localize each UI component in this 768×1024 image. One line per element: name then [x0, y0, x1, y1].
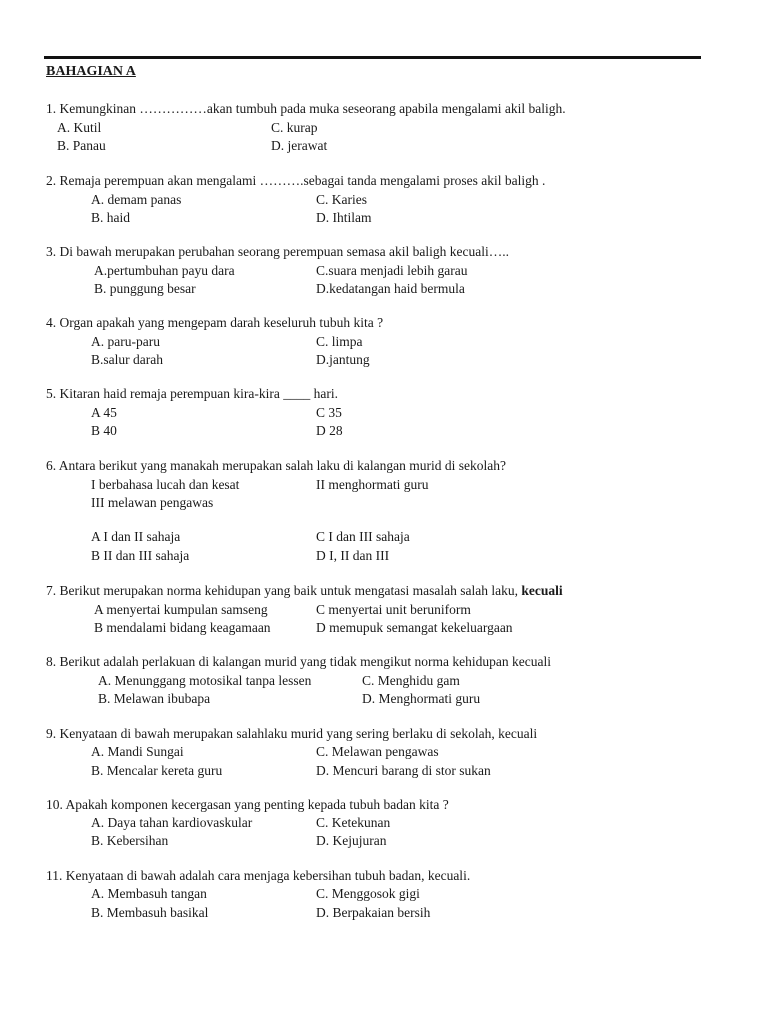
option-b: B. haid	[91, 210, 130, 225]
option-b: B. Membasuh basikal	[91, 905, 209, 920]
stem-text: 7. Berikut merupakan norma kehidupan yang baik untuk mengatasi masalah salah laku,	[46, 583, 522, 598]
option-b: B. punggung besar	[94, 281, 196, 296]
option-a: A. Membasuh tangan	[91, 886, 207, 901]
stem-keyword: kecuali	[521, 583, 563, 598]
option-a: A. Kutil	[57, 120, 102, 135]
question-stem: 9. Kenyataan di bawah merupakan salahlaku murid yang sering berlaku di sekolah, kecuali	[46, 726, 538, 741]
option-b: B.salur darah	[91, 352, 163, 367]
option-c: C. Ketekunan	[316, 815, 391, 830]
question-stem: 1. Kemungkinan ……………akan tumbuh pada muka seseorang apabila mengalami akil baligh.	[46, 101, 566, 116]
top-rule	[44, 56, 701, 59]
question-stem: 11. Kenyataan di bawah adalah cara menjaga kebersihan tubuh badan, kecuali.	[46, 868, 471, 883]
option-a: A. Daya tahan kardiovaskular	[91, 815, 253, 830]
option-c: C. Karies	[316, 192, 367, 207]
question-stem: 8. Berikut adalah perlakuan di kalangan murid yang tidak mengikut norma kehidupan kecuali	[46, 654, 551, 669]
option-d: D 28	[316, 423, 343, 438]
option-d: D. Mencuri barang di stor sukan	[316, 763, 491, 778]
option-d: D. Menghormati guru	[362, 691, 481, 706]
question-stem: 2. Remaja perempuan akan mengalami ……….sebagai tanda mengalami proses akil baligh .	[46, 173, 546, 188]
statement-i: I berbahasa lucah dan kesat	[91, 477, 240, 492]
option-d: D memupuk semangat kekeluargaan	[316, 620, 513, 635]
option-c: C menyertai unit beruniform	[316, 602, 471, 617]
statement-iii: III melawan pengawas	[91, 495, 214, 510]
question-stem	[46, 582, 563, 600]
option-a: A. demam panas	[91, 192, 182, 207]
question-stem	[46, 385, 338, 403]
option-a: A 45	[91, 405, 117, 420]
option-a: A menyertai kumpulan samseng	[94, 602, 268, 617]
option-b: B. Mencalar kereta guru	[91, 763, 223, 778]
option-c: C. Melawan pengawas	[316, 744, 439, 759]
option-d: D I, II dan III	[316, 548, 390, 563]
option-d: D. Kejujuran	[316, 833, 387, 848]
option-b: B. Melawan ibubapa	[98, 691, 211, 706]
option-d: D.jantung	[316, 352, 370, 367]
option-a: A I dan II sahaja	[91, 529, 181, 544]
answer-blank: ____	[283, 386, 311, 401]
option-c: C.suara menjadi lebih garau	[316, 263, 468, 278]
option-c: C 35	[316, 405, 342, 420]
option-b: B 40	[91, 423, 117, 438]
option-a: A. Mandi Sungai	[91, 744, 184, 759]
option-d: D. Ihtilam	[316, 210, 372, 225]
stem-text-end: hari.	[310, 386, 339, 401]
stem-text: 5. Kitaran haid remaja perempuan kira-kira	[46, 386, 284, 401]
statement-ii: II menghormati guru	[316, 477, 429, 492]
option-d: D. Berpakaian bersih	[316, 905, 431, 920]
option-c: C. Menghidu gam	[362, 673, 460, 688]
option-c: C. limpa	[316, 334, 363, 349]
option-a: A. Menunggang motosikal tanpa lessen	[98, 673, 312, 688]
option-c: C. kurap	[271, 120, 318, 135]
option-d: D.kedatangan haid bermula	[316, 281, 465, 296]
option-b: B. Kebersihan	[91, 833, 169, 848]
section-title: BAHAGIAN A	[46, 64, 136, 79]
option-d: D. jerawat	[271, 138, 328, 153]
option-b: B. Panau	[57, 138, 106, 153]
option-c: C I dan III sahaja	[316, 529, 410, 544]
question-stem: 6. Antara berikut yang manakah merupakan salah laku di kalangan murid di sekolah?	[46, 458, 506, 473]
question-stem: 3. Di bawah merupakan perubahan seorang perempuan semasa akil baligh kecuali…..	[46, 244, 509, 259]
question-stem: 4. Organ apakah yang mengepam darah keseluruh tubuh kita ?	[46, 315, 384, 330]
option-a: A.pertumbuhan payu dara	[94, 263, 235, 278]
option-b: B mendalami bidang keagamaan	[94, 620, 271, 635]
option-b: B II dan III sahaja	[91, 548, 190, 563]
question-stem: 10. Apakah komponen kecergasan yang penting kepada tubuh badan kita ?	[46, 797, 449, 812]
option-a: A. paru-paru	[91, 334, 160, 349]
option-c: C. Menggosok gigi	[316, 886, 420, 901]
